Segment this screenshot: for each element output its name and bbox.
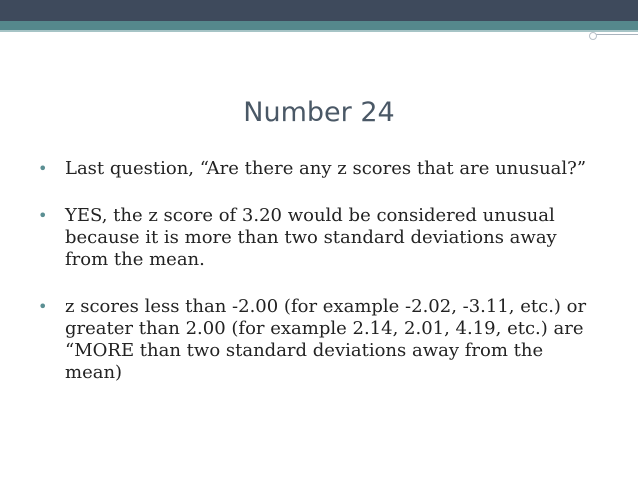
bullet-text: YES, the z score of 3.20 would be considered unusual because it is more than two standard deviations away from the mean. bbox=[65, 205, 557, 270]
bullet-dot-icon: • bbox=[38, 206, 48, 225]
bullet-item bbox=[38, 296, 598, 384]
bullet-item bbox=[38, 205, 598, 271]
header-dark-band bbox=[0, 0, 638, 21]
bullet-dot-icon: • bbox=[38, 297, 48, 316]
bullet-list bbox=[38, 158, 598, 409]
corner-decoration-line bbox=[590, 34, 638, 35]
bullet-item bbox=[38, 158, 598, 180]
corner-decoration-circle bbox=[589, 32, 597, 40]
bullet-dot-icon: • bbox=[38, 159, 48, 178]
bullet-text: z scores less than -2.00 (for example -2.02, -3.11, etc.) or greater than 2.00 (for example 2.14, 2.01, 4.19, etc.) are “MORE than two standard deviations away from the mean) bbox=[65, 296, 587, 383]
bullet-text: Last question, “Are there any z scores that are unusual?” bbox=[65, 158, 587, 179]
header-thin-band bbox=[0, 30, 638, 32]
slide-title: Number 24 bbox=[243, 97, 395, 128]
header-teal-band bbox=[0, 21, 638, 30]
